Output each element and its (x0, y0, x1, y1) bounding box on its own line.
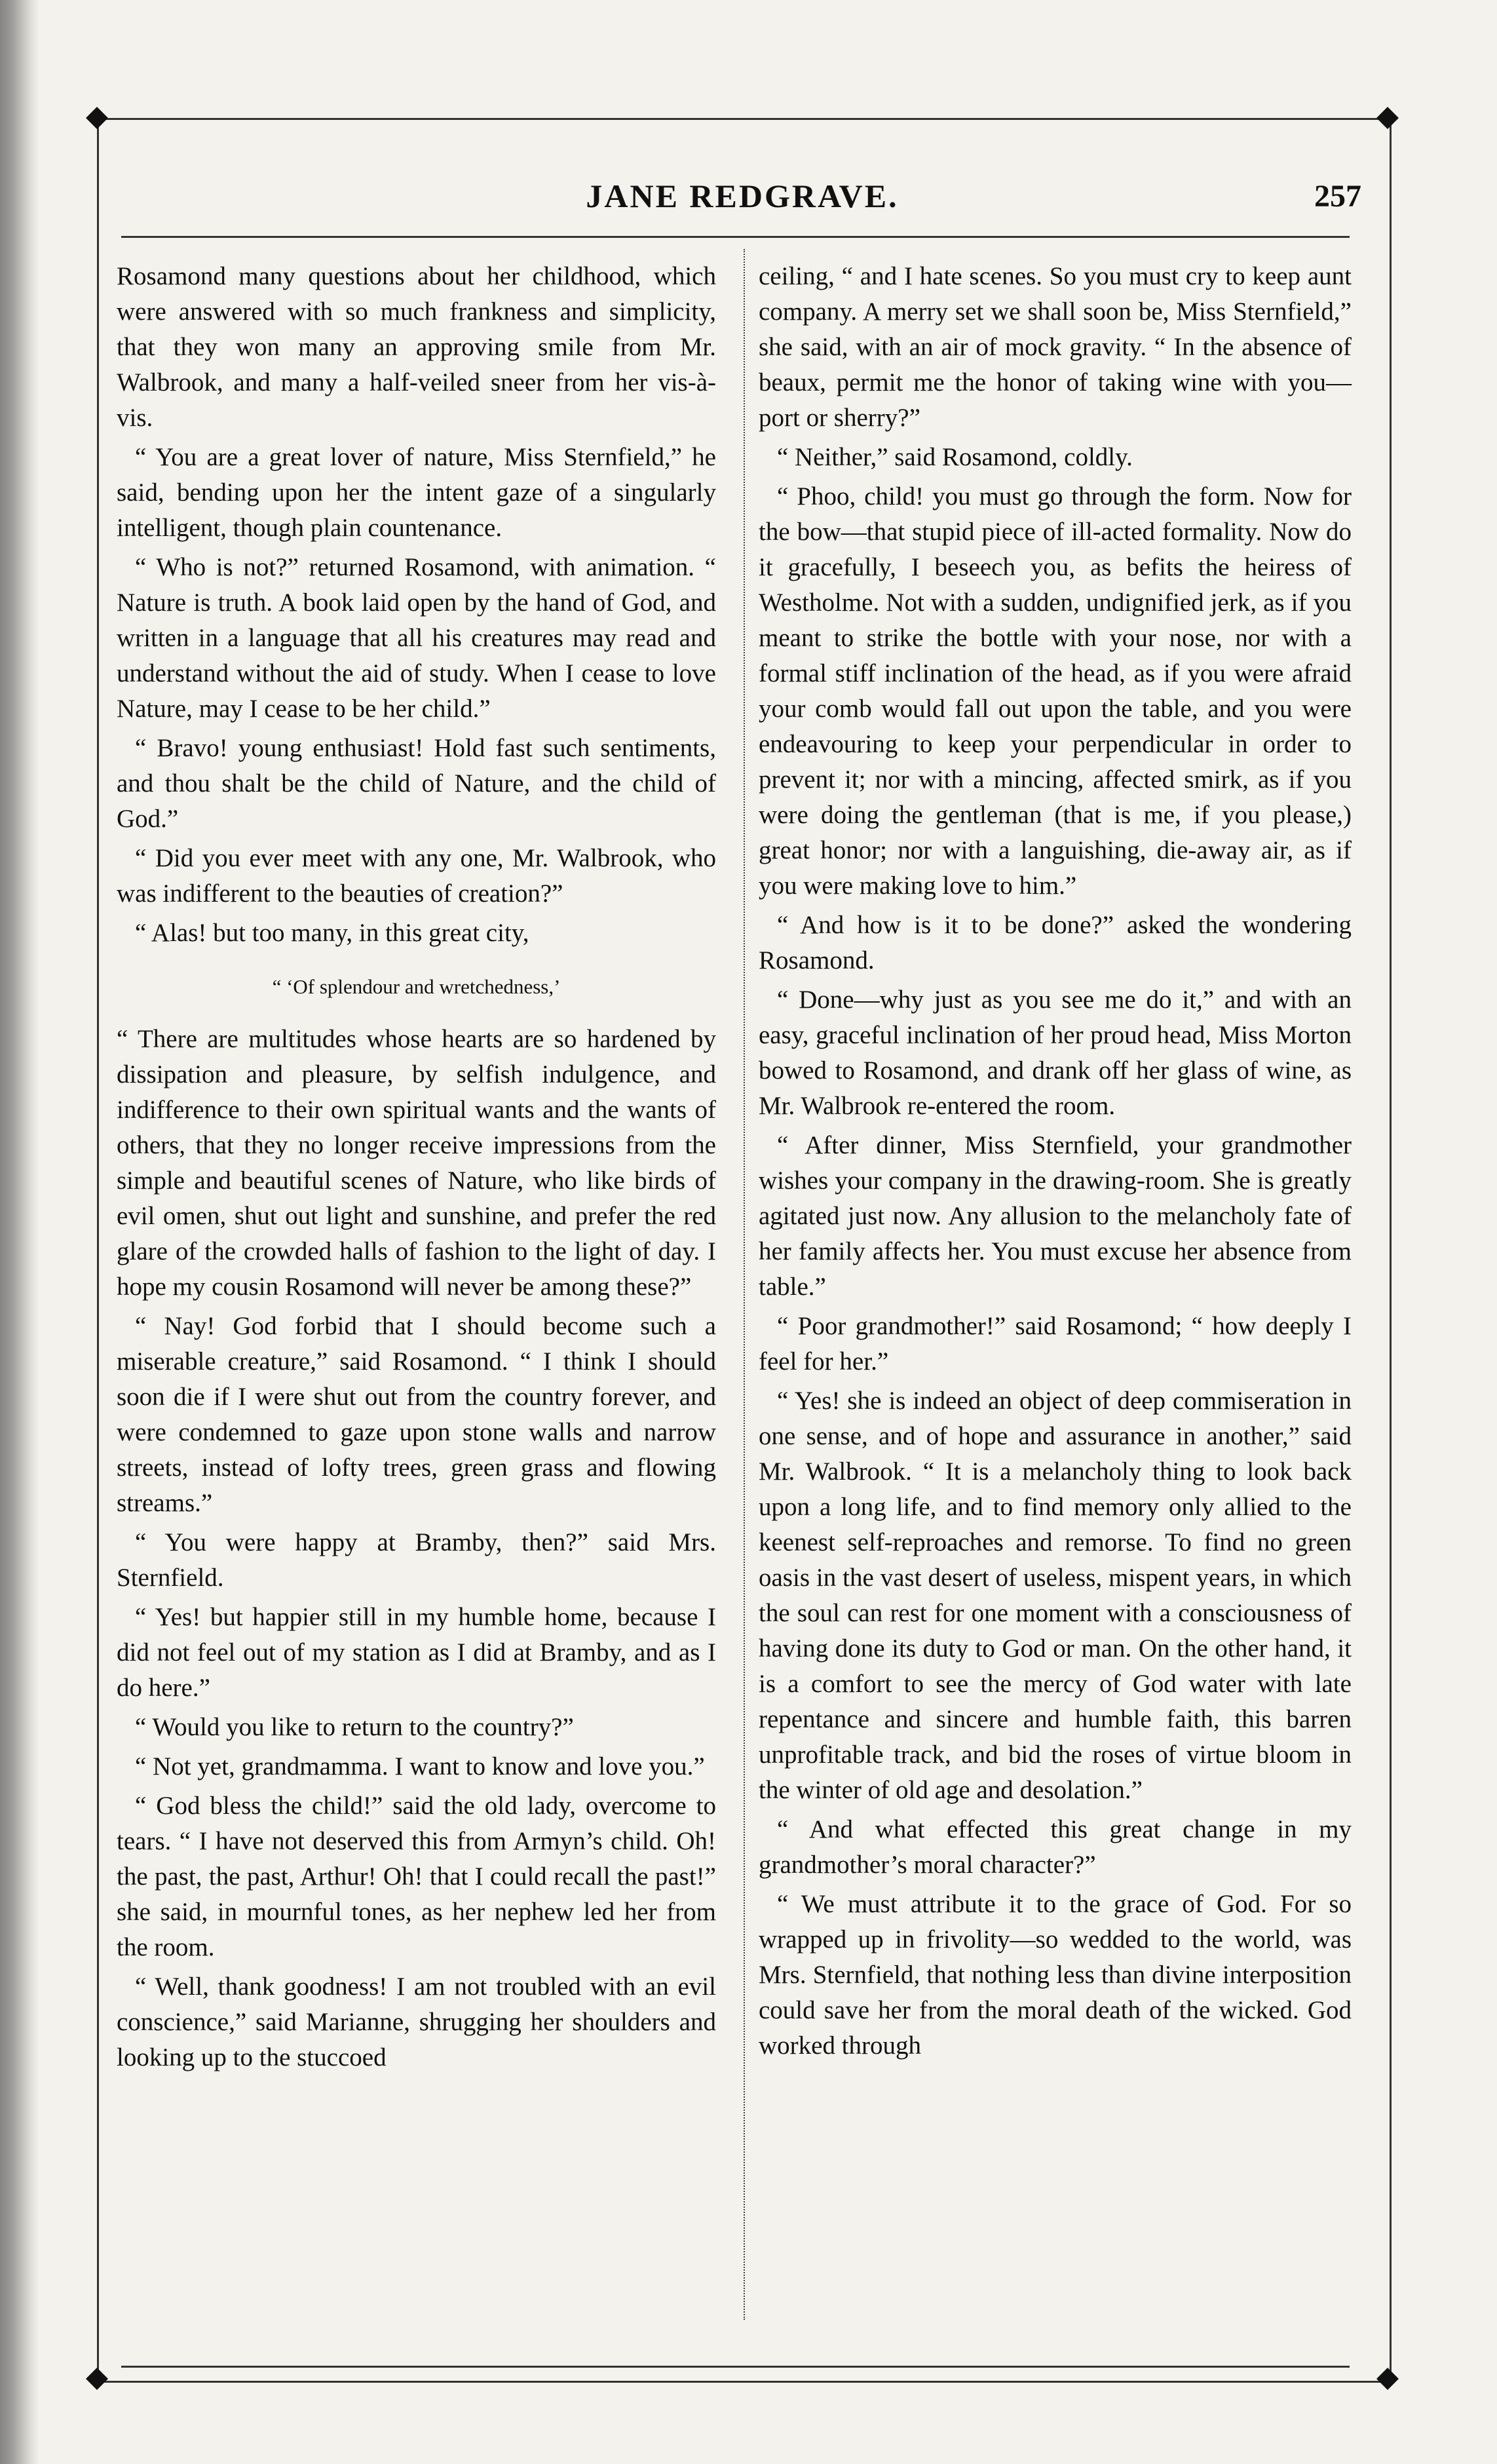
paragraph: “ Phoo, child! you must go through the form. Now for the bow—that stupid piece of ill-acted formality. Now do it gracefully, I beseech you, as befits the heiress of Westholme. Not with a sudden, undignified jerk, as if you meant to strike the bottle with your nose, nor with a formal stiff inclination of the head, as if you were afraid your comb would fall out upon the table, and you were endeavouring to keep your perpendicular in order to prevent it; nor with a mincing, affected smirk, as if you were doing the gentleman (that is me, if you please,) great honor; nor with a languishing, die-away air, as if you were making love to him.” (759, 482, 1352, 900)
paragraph: “ You were happy at Bramby, then?” said Mrs. Sternfield. (117, 1528, 716, 1592)
column-divider (744, 249, 745, 2320)
paragraph: “ Who is not?” returned Rosamond, with animation. “ Nature is truth. A book laid open by the hand of God, and written in a language that all his creatures may read and understand without the aid of study. When I cease to love Nature, may I cease to be her child.” (117, 553, 716, 723)
quotation-line: “ ‘Of splendour and wretchedness,’ (272, 975, 561, 998)
paragraph: “ And how is it to be done?” asked the wondering Rosamond. (759, 911, 1352, 974)
paragraph: “ Well, thank goodness! I am not troubled with an evil conscience,” said Marianne, shrugging her shoulders and looking up to the stuccoed (117, 1973, 716, 2071)
paragraph: “ Yes! she is indeed an object of deep commiseration in one sense, and of hope and assurance in another,” said Mr. Walbrook. “ It is a melancholy thing to look back upon a long life, and to find memory only allied to the keenest self-reproaches and remorse. To find no green oasis in the vast desert of useless, mispent years, in which the soul can rest for one moment with a consciousness of having done its duty to God or man. On the other hand, it is a comfort to see the mercy of God water with late repentance and sincere and humble faith, this barren unprofitable track, and bid the roses of virtue bloom in the winter of old age and desolation.” (759, 1387, 1352, 1804)
right-column (759, 259, 1352, 2068)
paragraph: “ Poor grandmother!” said Rosamond; “ how deeply I feel for her.” (759, 1312, 1352, 1376)
paragraph: “ We must attribute it to the grace of God. For so wrapped up in frivolity—so wedded to the world, was Mrs. Sternfield, that nothing less than divine interposition could save her from the moral death of the wicked. God worked through (759, 1890, 1352, 2060)
paragraph: “ Neither,” said Rosamond, coldly. (777, 443, 1133, 471)
running-title: JANE REDGRAVE. (586, 178, 899, 214)
paragraph: “ Did you ever meet with any one, Mr. Walbrook, who was indifferent to the beauties of creation?” (117, 844, 716, 908)
paragraph: Rosamond many questions about her childhood, which were answered with so much frankness and simplicity, that they won many an approving smile from Mr. Walbrook, and many a half-veiled sneer from her vis-à-vis. (117, 262, 716, 432)
paragraph: “ After dinner, Miss Sternfield, your grandmother wishes your company in the drawing-room. She is greatly agitated just now. Any allusion to the melancholy fate of her family affects her. You must excuse her absence from table.” (759, 1131, 1352, 1301)
paragraph: “ God bless the child!” said the old lady, overcome to tears. “ I have not deserved this from Armyn’s child. Oh! the past, the past, Arthur! Oh! that I could recall the past!” she said, in mournful tones, as her nephew led her from the room. (117, 1792, 716, 1961)
paragraph: ceiling, “ and I hate scenes. So you must cry to keep aunt company. A merry set we shall soon be, Miss Sternfield,” she said, with an air of mock gravity. “ In the absence of beaux, permit me the honor of taking wine with you—port or sherry?” (759, 262, 1352, 432)
paragraph: “ And what effected this great change in my grandmother’s moral character?” (759, 1815, 1352, 1879)
paragraph: “ Not yet, grandmamma. I want to know and love you.” (135, 1752, 705, 1781)
paragraph: “ Done—why just as you see me do it,” and with an easy, graceful inclination of her proud head, Miss Morton bowed to Rosamond, and drank off her glass of wine, as Mr. Walbrook re-entered the room. (759, 986, 1352, 1120)
paragraph: “ Would you like to return to the country?” (135, 1713, 574, 1741)
page-header (97, 177, 1388, 229)
paragraph: “ Nay! God forbid that I should become such a miserable creature,” said Rosamond. “ I think I should soon die if I were shut out from the country forever, and were condemned to gaze upon stone walls and narrow streets, instead of lofty trees, green grass and flowing streams.” (117, 1312, 716, 1517)
paragraph: “ Alas! but too many, in this great city, (135, 919, 529, 947)
paragraph: “ There are multitudes whose hearts are so hardened by dissipation and pleasure, by selfish indulgence, and indifference to their own spiritual wants and the wants of others, that they no longer receive impressions from the simple and beautiful scenes of Nature, who like birds of evil omen, shut out light and sunshine, and prefer the red glare of the crowded halls of fashion to the light of day. I hope my cousin Rosamond will never be among these?” (117, 1025, 716, 1301)
paragraph: “ Bravo! young enthusiast! Hold fast such sentiments, and thou shalt be the child of Nature, and the child of God.” (117, 734, 716, 833)
paragraph: “ Yes! but happier still in my humble home, because I did not feel out of my station as I did at Bramby, and as I do here.” (117, 1603, 716, 1702)
page-number: 257 (1314, 179, 1361, 214)
footer-rule (121, 2366, 1350, 2368)
header-rule (121, 236, 1350, 238)
paragraph: “ You are a great lover of nature, Miss Sternfield,” he said, bending upon her the intent gaze of a singularly intelligent, though plain countenance. (117, 443, 716, 542)
scan-edge-shadow (0, 0, 39, 2464)
left-column (117, 259, 716, 2079)
